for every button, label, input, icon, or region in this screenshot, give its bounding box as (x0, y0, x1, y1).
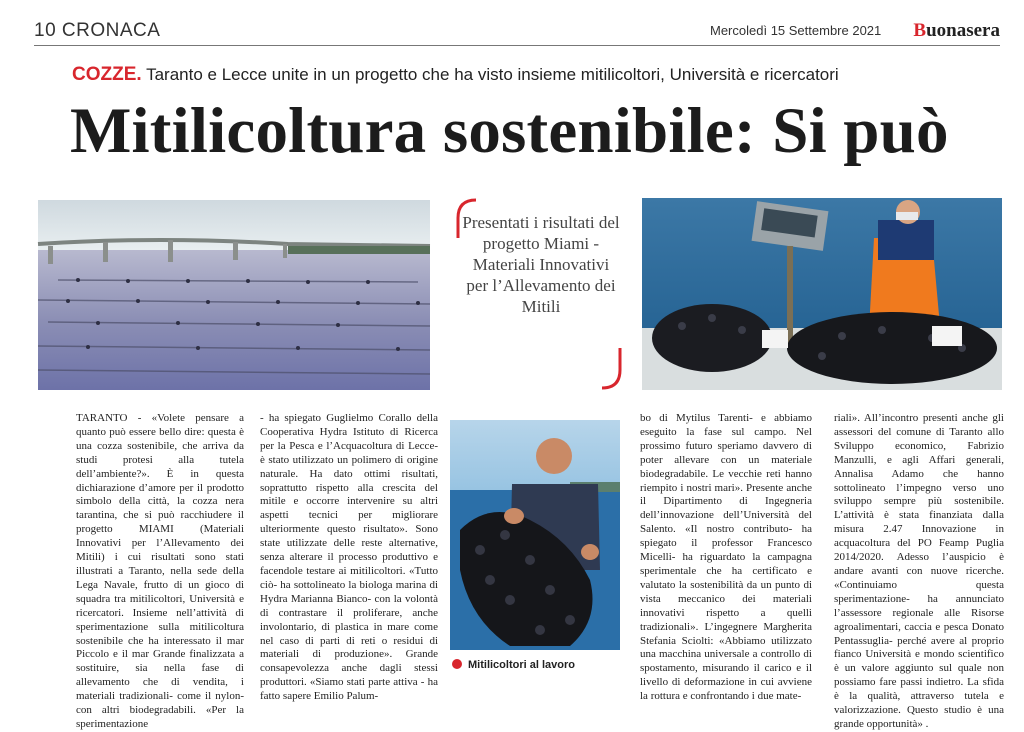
red-dot-icon (452, 659, 462, 669)
article-column-2: - ha spiegato Guglielmo Corallo della Cooperativa Hydra Istituto di Ricerca per la Pesca e l’Acquacoltura di Lecce- è stato utilizzato un polimero di origine naturale. Ha dato ottimi risultati, soprattutto rispetto alla crescita del mitile e occorre intervenire su altri aspetti tecnici per migliorare ulteriormente questo risultato». Sono state utilizzate delle reste alternative, senza alterare il processo produttivo e facendole testare ai mitilicoltori. «Tutto ciò- ha sottolineato la biologa marina di Hydra Marianna Bianco- con la volontà di contrastare il proliferare, anche involontario, di plastica in mare come nel caso di parti di reti o residui di materiali di produzione». Grande consapevolezza anche dagli stessi produttori. «Siamo stati parte attiva - ha fatto sapere Emilio Palum- (260, 412, 438, 703)
article-column-4: riali». All’incontro presenti anche gli assessori del comune di Taranto allo Sviluppo economico, Fabrizio Manzulli, e agli Affari generali, Annalisa Adamo che hanno sottolineato l’impegno verso uno sviluppo sempre più sostenibile. L’attività è stata finanziata dalla misura 2.47 Innovazione in acquacoltura del PO Feamp Puglia 2014/2020. Adesso l’auspicio è andare avanti con nuove ricerche. «Continuiamo questa sperimentazione- ha annunciato l’assessore regionale alle Risorse agroalimentari, caccia e pesca Donato Pentassuglia- perché avere al proprio fianco Università e mondo scientifico è un valore aggiunto sul quale non possiamo fare passi indietro. La sfida è la qualità, attraverso tutela e valorizzazione. Questo studio è una grande opportunità» . (834, 412, 1004, 730)
callout-box (454, 198, 624, 390)
callout-text: Presentati i risultati del progetto Miami - Materiali Innovativi per l’Allevamento dei Mitili (462, 213, 620, 316)
publication-date: Mercoledì 15 Settembre 2021 (710, 23, 882, 38)
article-column-3: bo di Mytilus Tarenti- e abbiamo eseguito la fase sul campo. Nel prossimo futuro speriamo davvero di poter allevare con un materiale biodegradabile. Le vecchie reti hanno riempito i nostri mari». Presente anche il Dipartimento di Ingegneria dell’innovazione dell’Università del Salento. «Il nostro contributo- ha spiegato il professor Francesco Micelli- ha riguardato la campagna sperimentale che ha certificato e valutato la sostenibilità da un punto di vista meccanico dei materiali innovativi rispetto a quelli tradizionali». L’ingegnere Margherita Stefania Sciolti: «Abbiamo utilizzato una macchina universale a controllo di spostamento, misurando il carico e il livello di deformazione in cui avviene la rottura e confrontando i due mate- (640, 412, 812, 703)
logo-rest: uonasera (926, 20, 1000, 41)
logo-initial: B (913, 20, 927, 41)
article-column-1: TARANTO - «Volete pensare a quanto può essere bello dire: questa è una cozza sostenibile, che arriva da studi protesi alla tutela dell’ambiente?». È in questa dichiarazione d’amore per il prodotto simbolo della città, la cozza nera tarantina, che si può racchiudere il progetto MIAMI (Materiali Innovativi per l’Allevamento dei Mitili) i cui risultati sono stati illustrati a Taranto, nella sede della Lega Navale, frutto di un gioco di squadra tra mitilicoltori, Università e ricercatori. Insieme nell’attività di sperimentazione sulla mitilicoltura sostenibile che ha interessato il mar Piccolo e il mar Grande finalizzata a sostituire, sia nella fase di allevamento che di vendita, i materiali tradizionali- come il nylon- con altri biodegradabili. «Per la sperimentazione (76, 412, 244, 730)
photo-boat-mussels (642, 198, 1002, 390)
photo-caption (452, 659, 575, 671)
page-number-section: 10 CRONACA (34, 20, 161, 41)
page-header (34, 20, 1000, 46)
kicker-tag: COZZE. (72, 64, 142, 85)
kicker (72, 64, 1002, 86)
header-divider (34, 45, 1000, 46)
photo-worker (450, 420, 620, 650)
photo-lagoon-bridge (38, 200, 430, 390)
caption-text: Mitilicoltori al lavoro (468, 659, 575, 671)
kicker-text: Taranto e Lecce unite in un progetto che ha visto insieme mitilicoltori, Università e ricercatori (146, 65, 839, 84)
newspaper-logo (913, 20, 1000, 42)
headline: Mitilicoltura sostenibile: Si può (70, 95, 949, 167)
